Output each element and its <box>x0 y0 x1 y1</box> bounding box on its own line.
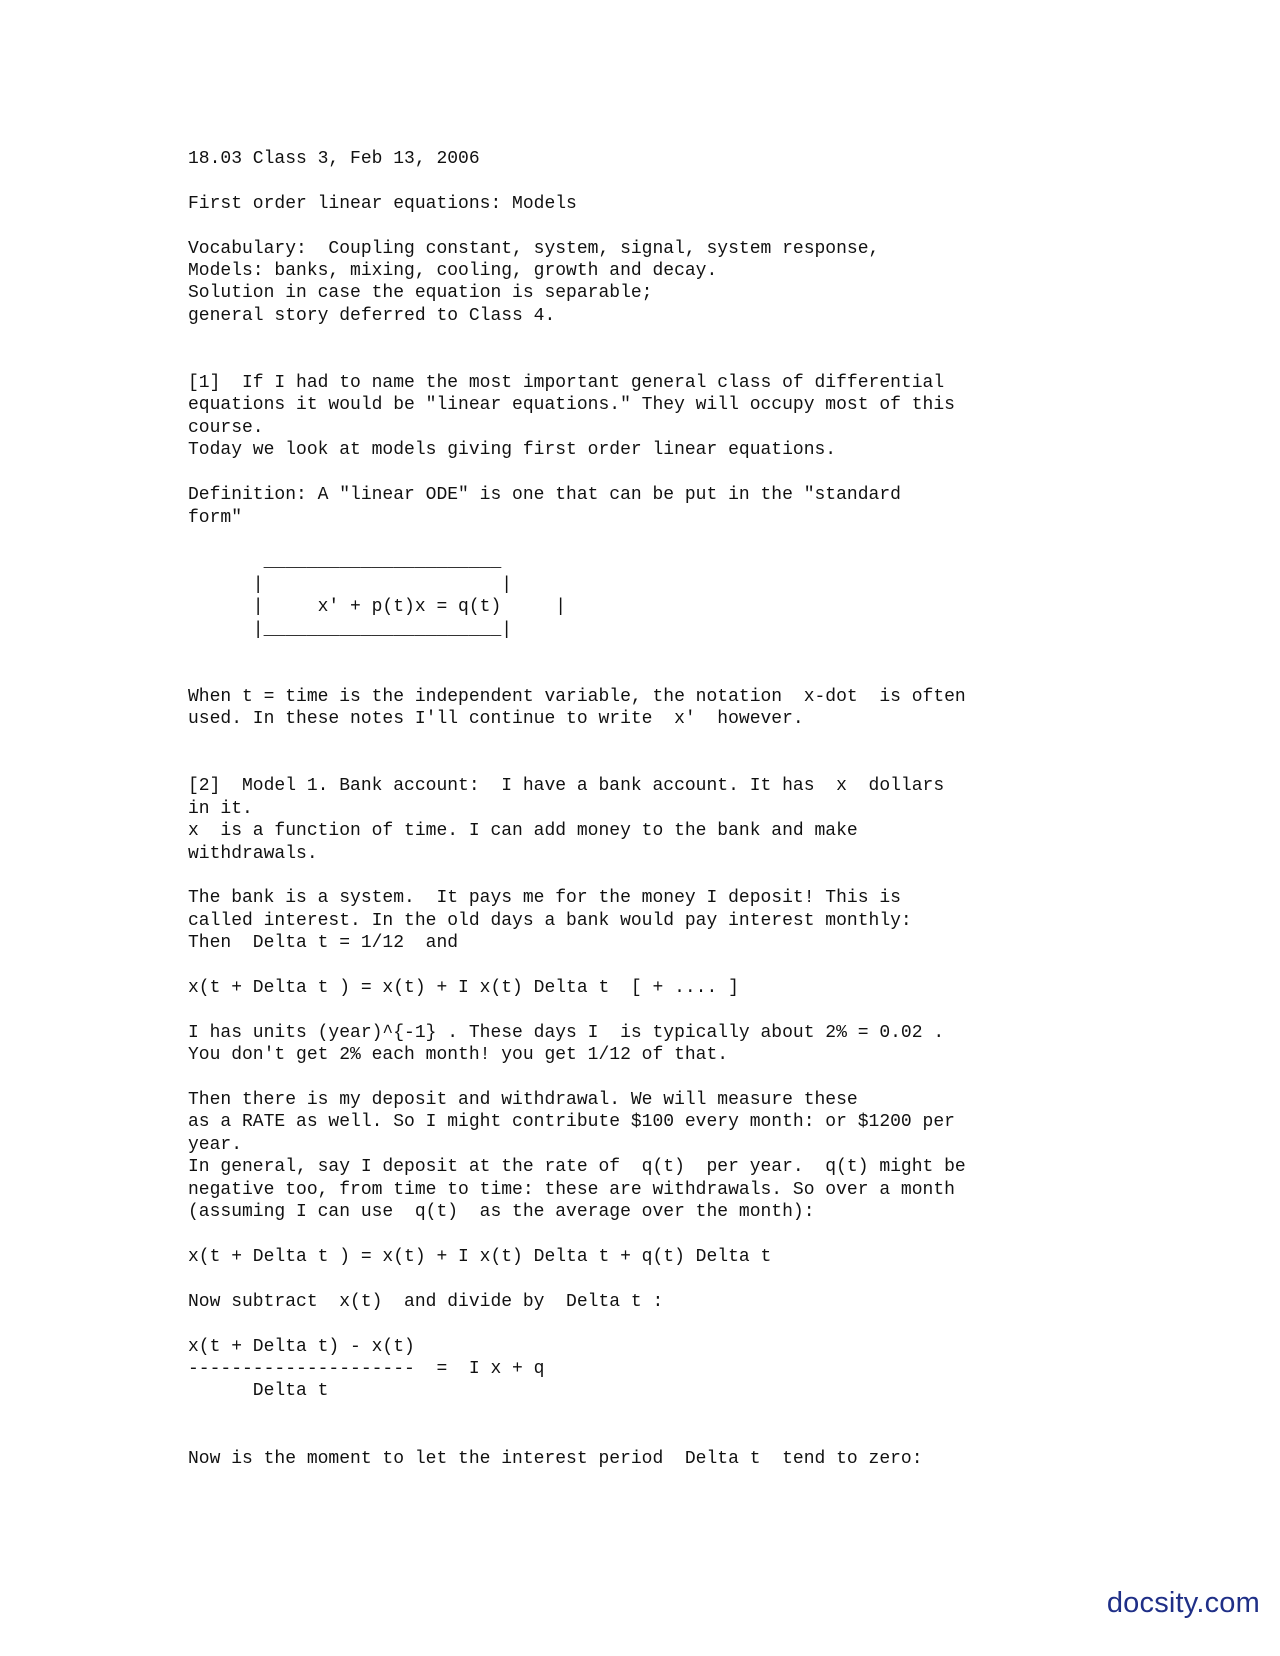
text-line: |______________________| <box>188 619 513 640</box>
text-line: --------------------- = I x + q <box>188 1358 545 1379</box>
text-line: equations it would be "linear equations." They will occupy most of this <box>188 395 955 416</box>
text-line: Delta t <box>188 1381 329 1402</box>
text-line: 18.03 Class 3, Feb 13, 2006 <box>188 149 480 169</box>
text-line: When t = time is the independent variable, the notation x-dot is often <box>188 686 966 707</box>
text-line: | x' + p(t)x = q(t) | <box>188 597 567 618</box>
text-line: general story deferred to Class 4. <box>188 305 556 326</box>
text-line: Today we look at models giving first order linear equations. <box>188 440 837 461</box>
text-line: negative too, from time to time: these are withdrawals. So over a month <box>188 1179 955 1200</box>
text-line: I has units (year)^{-1} . These days I is typically about 2% = 0.02 . <box>188 1022 945 1043</box>
text-line: form" <box>188 507 243 528</box>
text-line: x(t + Delta t ) = x(t) + I x(t) Delta t [ + .... ] <box>188 978 739 999</box>
text-line: x is a function of time. I can add money to the bank and make <box>188 821 858 842</box>
text-line: course. <box>188 417 264 438</box>
text-line: Solution in case the equation is separable; <box>188 283 653 304</box>
text-line: In general, say I deposit at the rate of q(t) per year. q(t) might be <box>188 1157 966 1178</box>
text-line: Now subtract x(t) and divide by Delta t : <box>188 1291 664 1312</box>
text-line: x(t + Delta t) - x(t) <box>188 1336 415 1357</box>
text-line: x(t + Delta t ) = x(t) + I x(t) Delta t + q(t) Delta t <box>188 1246 772 1267</box>
text-line: Definition: A "linear ODE" is one that can be put in the "standard <box>188 485 901 506</box>
text-line: | | <box>188 574 513 595</box>
text-line: Then Delta t = 1/12 and <box>188 933 459 954</box>
document-body <box>188 148 966 1470</box>
docsity-watermark: docsity.com <box>1106 1587 1260 1619</box>
text-line: withdrawals. <box>188 843 318 864</box>
text-line: used. In these notes I'll continue to write x' however. <box>188 709 804 730</box>
text-line: ______________________ <box>188 552 502 573</box>
text-line: in it. <box>188 798 253 819</box>
text-line: year. <box>188 1134 243 1155</box>
text-line: as a RATE as well. So I might contribute $100 every month: or $1200 per <box>188 1112 955 1133</box>
text-line: You don't get 2% each month! you get 1/12 of that. <box>188 1045 729 1066</box>
text-line: Then there is my deposit and withdrawal. We will measure these <box>188 1090 858 1111</box>
text-line: Now is the moment to let the interest period Delta t tend to zero: <box>188 1448 923 1469</box>
text-line: Models: banks, mixing, cooling, growth and decay. <box>188 261 718 282</box>
text-line: [1] If I had to name the most important general class of differential <box>188 373 945 394</box>
text-line: [2] Model 1. Bank account: I have a bank account. It has x dollars <box>188 776 945 797</box>
text-line: (assuming I can use q(t) as the average over the month): <box>188 1202 815 1223</box>
text-line: The bank is a system. It pays me for the money I deposit! This is <box>188 888 901 909</box>
text-line: called interest. In the old days a bank would pay interest monthly: <box>188 910 912 931</box>
text-line: First order linear equations: Models <box>188 193 577 214</box>
text-line: Vocabulary: Coupling constant, system, signal, system response, <box>188 238 880 259</box>
